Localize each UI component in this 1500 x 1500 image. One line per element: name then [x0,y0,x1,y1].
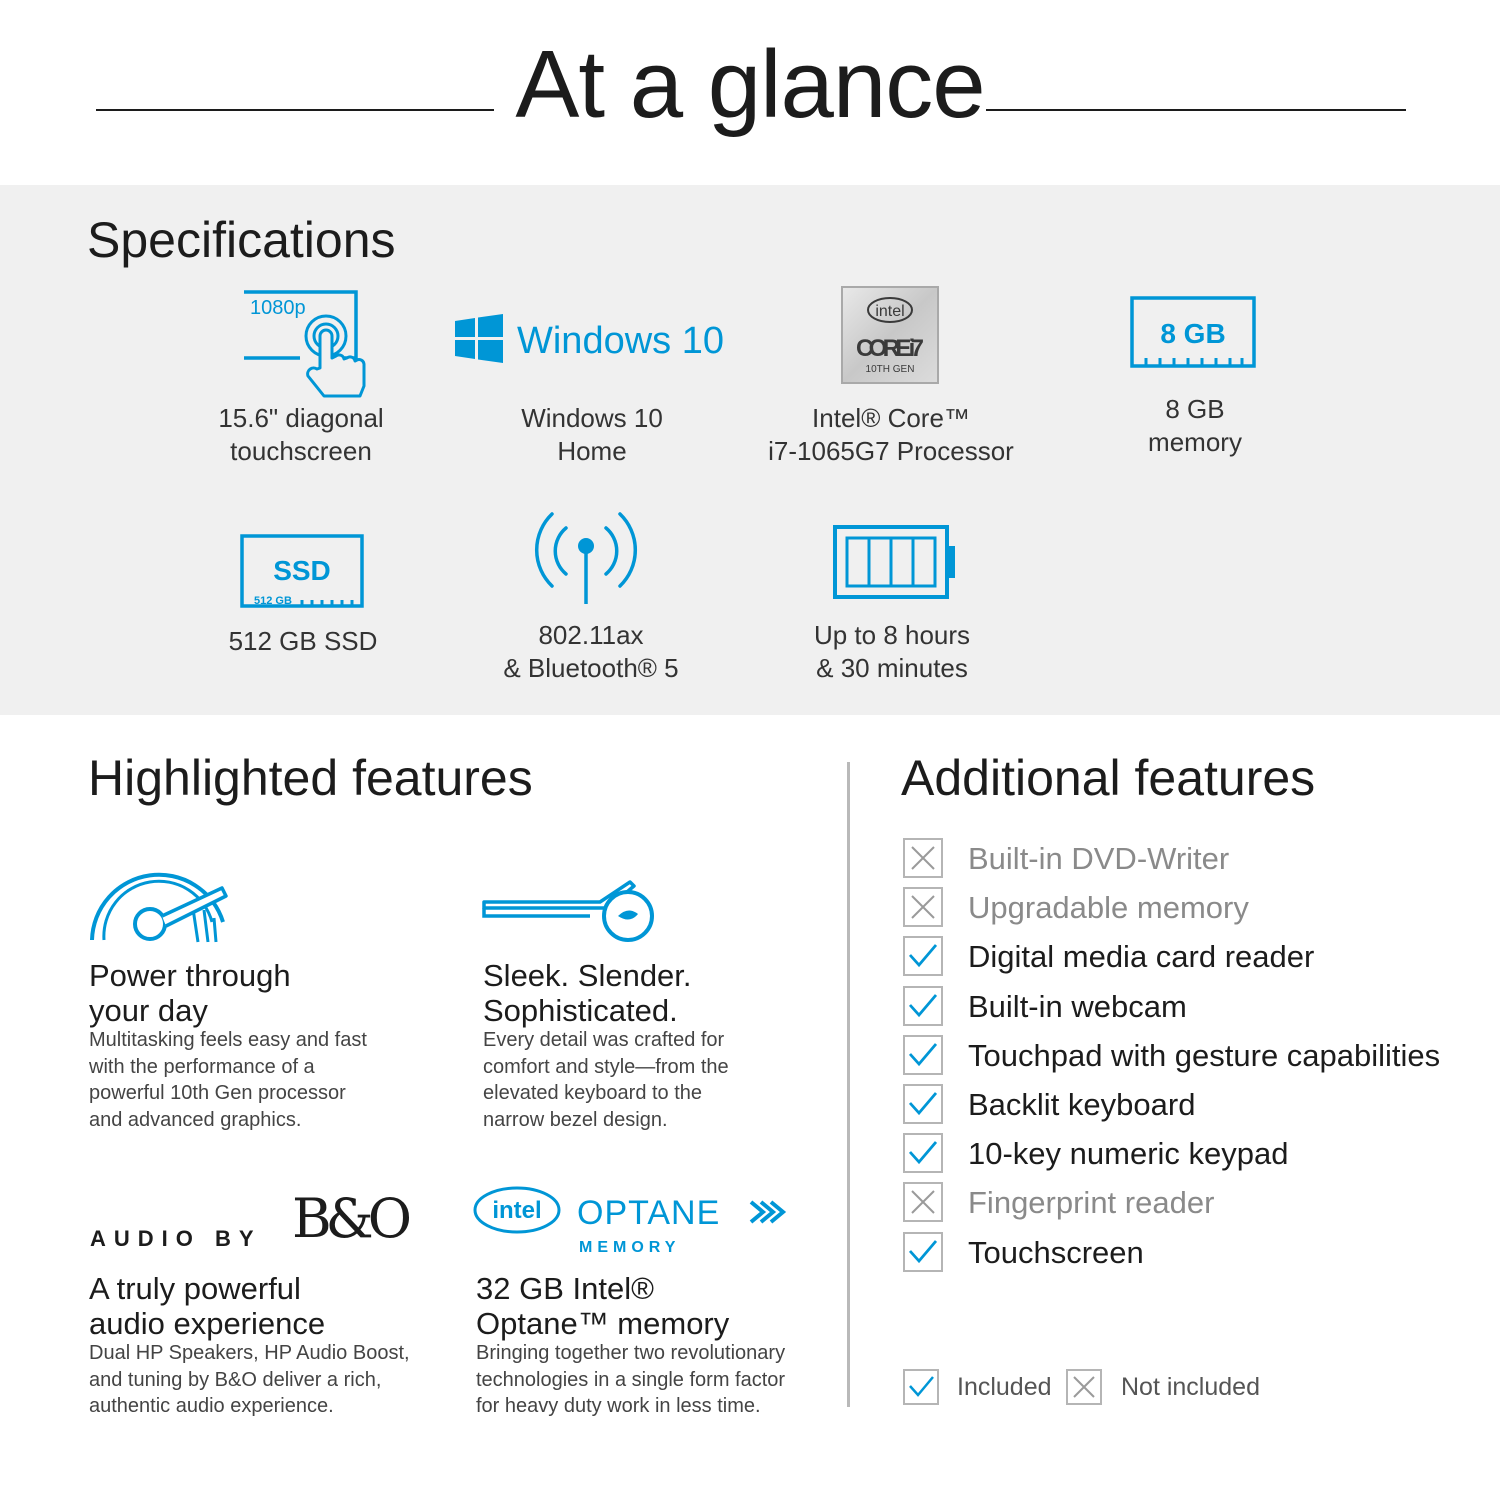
ssd-drive-icon [240,534,366,610]
feature-row-label: Touchscreen [968,1234,1144,1270]
wireless-antenna-icon [530,506,642,606]
spec-wireless-label: 802.11ax & Bluetooth® 5 [503,620,679,683]
feature-row [903,986,1463,1028]
legend-check-icon [903,1369,939,1405]
feature-row [903,838,1463,880]
title-rule-right [986,109,1406,111]
feature-row-label: Upgradable memory [968,890,1249,926]
feature-row-label: Touchpad with gesture capabilities [968,1037,1441,1073]
intel-optane-logo [473,1180,793,1260]
badge-core-text: CORE i7 [856,335,924,362]
feature-row [903,1084,1463,1126]
optane-memory-text: MEMORY [579,1239,681,1256]
feature-row-label: Built-in DVD-Writer [968,841,1230,876]
feature-sleek-body: Every detail was crafted for comfort and style—from the elevated keyboard to the narrow bezel design. [483,1029,729,1131]
column-divider [847,762,850,1407]
optane-intel-text: intel [492,1197,542,1224]
feature-row-label: Backlit keyboard [968,1087,1196,1122]
windows-logo-text: Windows 10 [517,320,724,362]
check-icon [903,986,943,1026]
feature-row [903,1035,1463,1077]
feature-row [903,887,1463,929]
memory-icon-text: 8 GB [1160,318,1226,349]
badge-intel-text: intel [875,303,905,320]
feature-row-label: Fingerprint reader [968,1185,1215,1221]
feature-power-body: Multitasking feels easy and fast with the performance of a powerful 10th Gen processor and advanced graphics. [89,1029,367,1131]
bo-logo-text: B&O [292,1187,407,1250]
spec-battery-label: Up to 8 hours & 30 minutes [813,620,971,683]
windows-logo [455,314,725,364]
memory-module-icon [1130,296,1258,370]
feature-audio-heading: A truly powerful audio experience [89,1271,326,1341]
feature-row [903,1133,1463,1175]
speedometer-icon [84,850,234,945]
check-icon [903,1133,943,1173]
feature-row-label: 10-key numeric keypad [968,1136,1289,1172]
additional-features-title: Additional features [901,750,1316,806]
legend-x-icon [1066,1369,1102,1405]
bang-olufsen-logo [88,1182,407,1256]
legend-not-included-label: Not included [1121,1373,1260,1401]
x-icon [903,838,943,878]
spec-processor-label: Intel® Core™ i7-1065G7 Processor [768,403,1014,466]
feature-row [903,1232,1463,1274]
spec-windows-label: Windows 10 Home [521,403,663,466]
feature-optane-heading: 32 GB Intel® Optane™ memory [476,1271,730,1341]
specifications-title: Specifications [87,212,396,268]
feature-optane-body: Bringing together two revolutionary technologies in a single form factor for heavy duty work in less time. [476,1342,786,1417]
check-icon [903,1232,943,1272]
ssd-icon-subtext: 512 GB [254,595,292,607]
optane-text: OPTANE [577,1194,721,1232]
audio-by-text: AUDIO BY [90,1226,262,1251]
touchscreen-1080p-icon [240,288,370,400]
battery-icon [832,524,960,600]
legend-included-label: Included [957,1373,1052,1401]
check-icon [903,936,943,976]
touchscreen-icon-text: 1080p [250,297,306,319]
intel-core-i7-badge [841,286,939,384]
feature-row-label: Built-in webcam [968,988,1187,1024]
spec-ssd-label: 512 GB SSD [228,626,378,656]
feature-sleek-heading: Sleek. Slender. Sophisticated. [483,958,692,1028]
ssd-icon-text: SSD [273,555,331,586]
spec-memory-label: 8 GB memory [1148,394,1242,457]
feature-row [903,936,1463,978]
spec-touchscreen-label: 15.6" diagonal touchscreen [218,403,384,466]
check-icon [903,1035,943,1075]
feature-row [903,1182,1463,1224]
badge-gen-text: 10TH GEN [865,364,915,375]
page-title: At a glance [515,31,985,138]
x-icon [903,1182,943,1222]
slim-laptop-icon [480,878,660,944]
x-icon [903,887,943,927]
highlighted-features-title: Highlighted features [88,750,533,806]
check-icon [903,1084,943,1124]
feature-power-heading: Power through your day [89,958,291,1028]
feature-audio-body: Dual HP Speakers, HP Audio Boost, and tuning by B&O deliver a rich, authentic audio experience. [89,1342,410,1417]
feature-row-label: Digital media card reader [968,939,1315,975]
